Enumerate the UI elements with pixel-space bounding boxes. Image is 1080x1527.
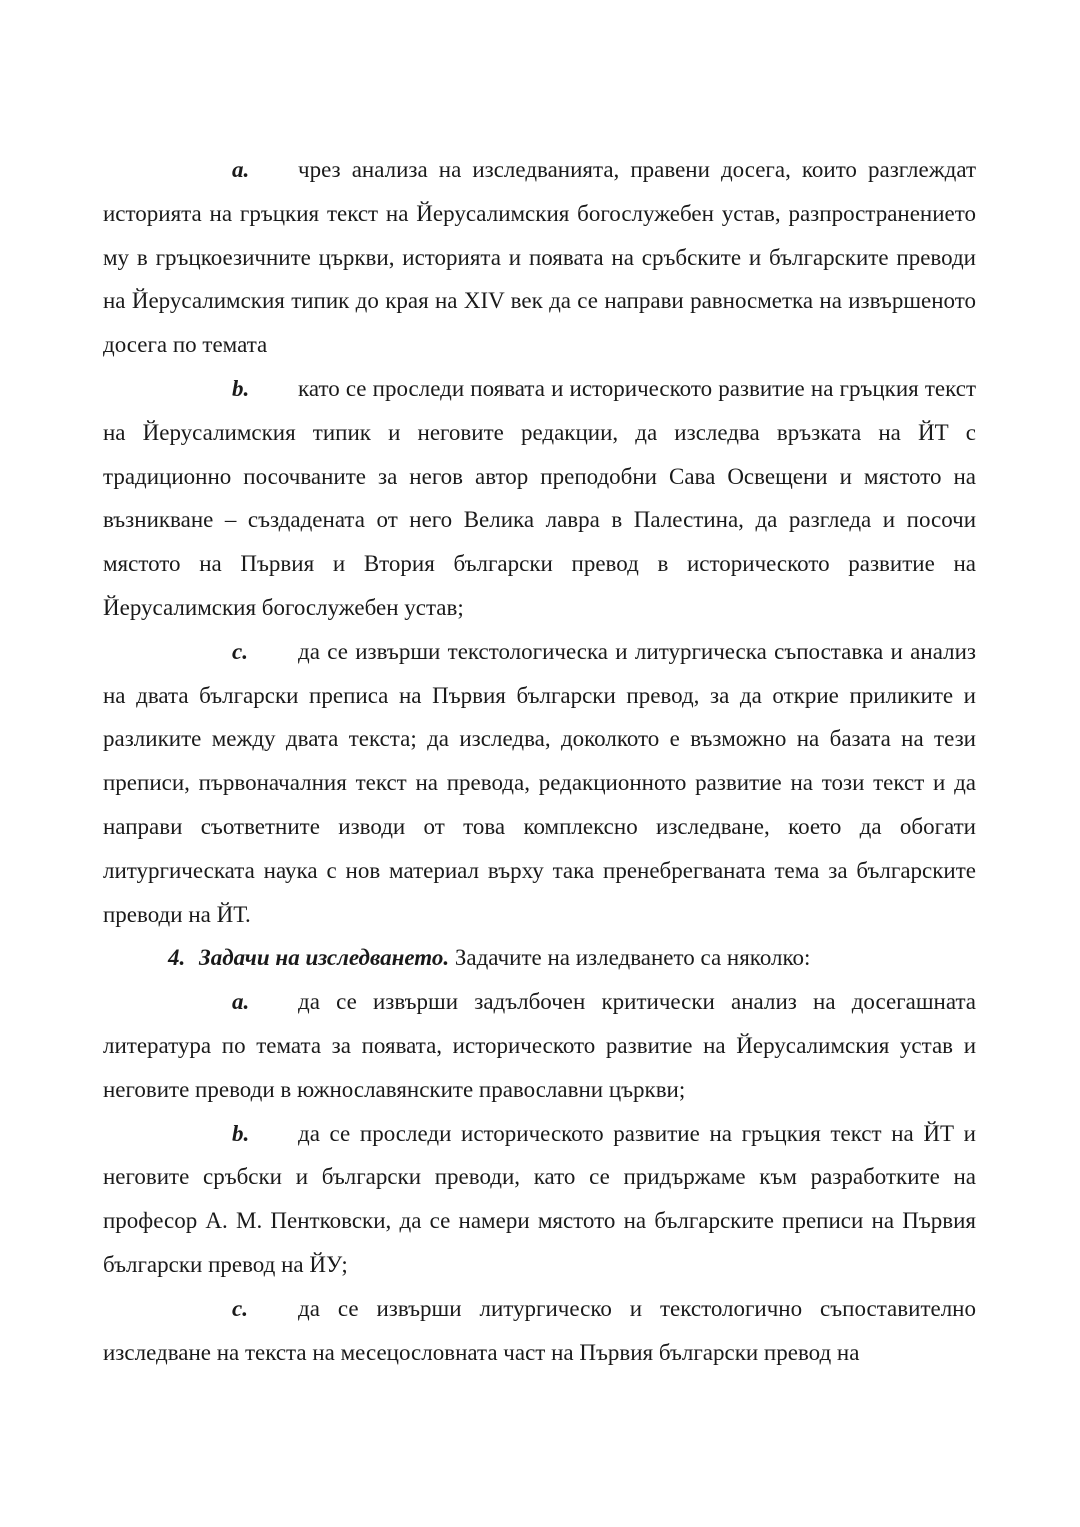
item-text: чрез анализа на изследванията, правени досега, които разглеждат историята на гръцкия текст на Йерусалимския богослужебен устав, разпространението му в гръцкоезичните църкви, историята и появата на сръбските и българските преводи на Йерусалимския типик до края на XIV век да се направи равносметка на извършеното досега по темата bbox=[103, 157, 976, 358]
item-marker: c. bbox=[232, 1295, 248, 1321]
item-text: да се проследи историческото развитие на гръцкия текст на ЙТ и неговите сръбски и български преводи, като се придържаме към разработките на професор А. М. Пентковски, да се намери мястото на българските преписи на Първия български превод на ЙУ; bbox=[103, 1120, 976, 1277]
goal-item-c bbox=[103, 630, 976, 937]
item-text: да се извърши задълбочен критически анализ на досегашната литература по темата за появата, историческото развитие на Йерусалимския устав и неговите преводи в южнославянските православни църкви; bbox=[103, 989, 976, 1102]
task-item-a bbox=[103, 980, 976, 1111]
item-marker: c. bbox=[232, 638, 248, 664]
item-text: като се проследи появата и историческото развитие на гръцкия текст на Йерусалимския типик и неговите редакции, да изследва връзката на ЙТ с традиционно посочваните за негов автор преподобни Сава Освещени и мястото на възникване – създадената от него Велика лавра в Палестина, да разгледа и посочи мястото на Първия и Втория български превод в историческото развитие на Йерусалимския богослужебен устав; bbox=[103, 375, 976, 620]
section-title: Задачи на изследването. bbox=[199, 945, 450, 971]
item-marker: a. bbox=[232, 989, 250, 1015]
item-marker: b. bbox=[232, 1120, 250, 1146]
item-text: да се извърши текстологическа и литургическа съпоставка и анализ на двата български преписа на Първия български превод, за да открие приликите и разликите между двата текста; да изследва, доколкото е възможно на базата на тези преписи, първоначалния текст на превода, редакционното развитие на този текст и да направи съответните изводи от това комплексно изследване, което да обогати литургическата наука с нов материал върху така пренебрегваната тема за българските преводи на ЙТ. bbox=[103, 638, 976, 927]
task-item-b bbox=[103, 1112, 976, 1287]
item-marker: b. bbox=[232, 375, 250, 401]
section-intro: Задачите на изледването са няколко: bbox=[454, 945, 811, 971]
item-marker: a. bbox=[232, 157, 250, 182]
section-heading bbox=[103, 936, 976, 980]
section-number: 4. bbox=[168, 945, 186, 971]
document-body bbox=[103, 148, 976, 1374]
goal-item-b bbox=[103, 367, 976, 630]
item-text: да се извърши литургическо и текстологично съпоставително изследване на текста на месецословната част на Първия български превод на bbox=[103, 1295, 976, 1365]
task-item-c bbox=[103, 1287, 976, 1375]
goal-item-a bbox=[103, 148, 976, 367]
